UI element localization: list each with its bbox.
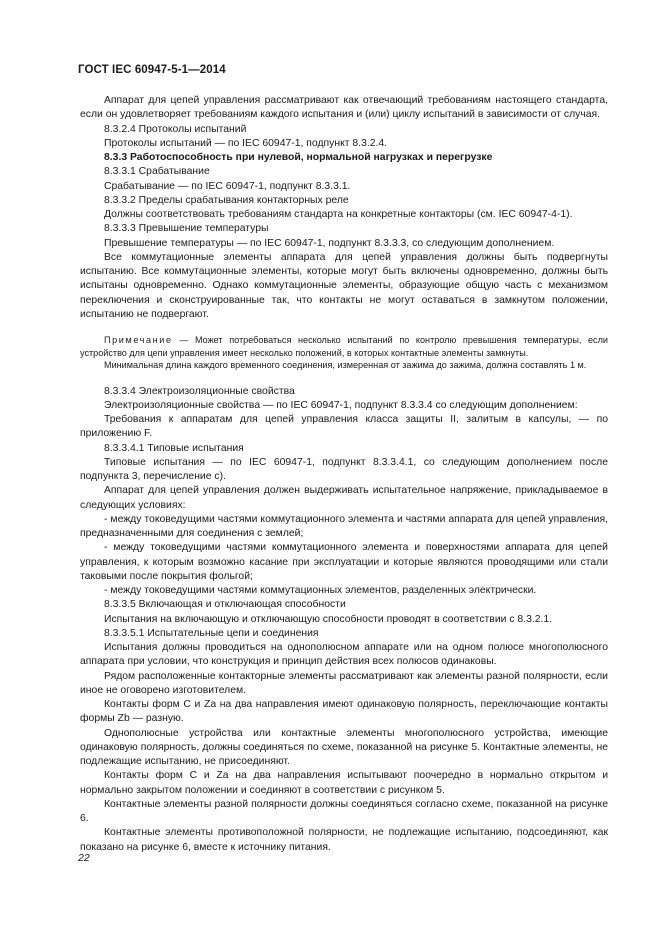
- paragraph: Контактные элементы разной полярности должны соединяться согласно схеме, показанной на рисунке 6.: [80, 798, 608, 824]
- paragraph: Должны соответствовать требованиям стандарта на конкретные контакторы (см. IEC 60947-4-1).: [104, 209, 573, 220]
- paragraph: Все коммутационные элементы аппарата для цепей управления должны быть подвергнуты испытанию. Все коммутационные элементы, которые могут быть включены одновременно, должны быть испытаны одновременно. Однако коммутационные элементы, образующие общую часть с механизмом переключения и сконструированные так, что контакты не могут оставаться в замкнутом положении, испытанию не подвергают.: [80, 251, 608, 320]
- note-text: Минимальная длина каждого временного соединения, измеренная от зажима до зажима, должна составлять 1 м.: [104, 360, 587, 370]
- paragraph: Контакты форм С и Za на два направления испытывают поочередно в нормально открытом и нормально закрытом положении и соединяют в соответствии с рисунком 5.: [80, 770, 608, 796]
- section-heading: 8.3.3.3 Превышение температуры: [104, 223, 269, 235]
- section-heading: 8.3.3.1 Срабатывание: [104, 166, 210, 178]
- paragraph: Испытания на включающую и отключающую способности проводят в соответствии с 8.3.2.1.: [104, 613, 553, 625]
- paragraph: Требования к аппаратам для цепей управления класса защиты II, залитым в капсулы, — по приложению F.: [80, 414, 608, 440]
- section-heading: 8.3.3 Работоспособность при нулевой, нормальной нагрузках и перегрузке: [104, 152, 493, 163]
- paragraph: Испытания должны проводиться на однополюсном аппарате или на одном полюсе многополюсного аппарата при условии, что конструкция и принцип действия всех полюсов одинаковы.: [80, 642, 608, 668]
- note-text: — Может потребоваться несколько испытаний по контролю превышения температуры, если устройство для цепи управления имеет несколько положений, в которых контактные элементы замкнуты.: [80, 335, 608, 358]
- document-header: ГОСТ IEC 60947-5-1—2014: [78, 64, 226, 76]
- paragraph: Аппарат для цепей управления рассматривают как отвечающий требованиям настоящего стандарта, если он удовлетворяет требованиям каждого испытания и (или) циклу испытаний в зависимости от случая.: [80, 95, 608, 121]
- paragraph: Контактные элементы противоположной полярности, не подлежащие испытанию, подсоединяют, как показано на рисунке 6, вместе к источнику питания.: [80, 827, 608, 853]
- note-label: Примечание: [104, 335, 173, 345]
- list-item: - между токоведущими частями коммутационного элемента и поверхностями аппарата для цепей управления, к которым возможно касание при эксплуатации и которые являются проводящими или стали таковыми после покрытия фольгой;: [80, 542, 608, 582]
- paragraph: Электроизоляционные свойства — по IEC 60947-1, подпункт 8.3.3.4 со следующим дополнением:: [104, 399, 578, 411]
- section-heading: 8.3.3.2 Пределы срабатывания контакторных реле: [104, 194, 349, 206]
- paragraph: Протоколы испытаний — по IEC 60947-1, подпункт 8.3.2.4.: [104, 137, 388, 149]
- paragraph: Срабатывание — по IEC 60947-1, подпункт 8.3.3.1.: [104, 180, 351, 192]
- page-number: 22: [78, 852, 90, 864]
- note: [80, 334, 608, 372]
- paragraph: Типовые испытания — по IEC 60947-1, подпункт 8.3.3.4.1, со следующим дополнением после подпункта 3, перечисление с).: [80, 456, 608, 482]
- list-item: - между токоведущими частями коммутационных элементов, разделенных электрически.: [104, 585, 537, 596]
- section-heading: 8.3.2.4 Протоколы испытаний: [104, 123, 247, 135]
- document-body: [80, 94, 608, 855]
- section-heading: 8.3.3.5.1 Испытательные цепи и соединения: [104, 627, 319, 639]
- paragraph: Рядом расположенные контакторные элементы рассматривают как элементы разной полярности, если иное не оговорено изготовителем.: [80, 670, 608, 696]
- section-heading: 8.3.3.4.1 Типовые испытания: [104, 442, 244, 454]
- paragraph: Однополюсные устройства или контактные элементы многополюсного устройства, имеющие одинаковую полярность, должны соединяться по схеме, показанной на рисунке 5. Контактные элементы, не подлежащие испытанию, не присоединяют.: [80, 727, 608, 767]
- paragraph: Аппарат для цепей управления должен выдерживать испытательное напряжение, прикладываемое в следующих условиях:: [80, 485, 608, 511]
- section-heading: 8.3.3.4 Электроизоляционные свойства: [104, 385, 295, 397]
- list-item: - между токоведущими частями коммутационного элемента и частями аппарата для цепей управления, предназначенными для соединения с землей;: [80, 513, 608, 539]
- paragraph: Превышение температуры — по IEC 60947-1, подпункт 8.3.3.3, со следующим дополнением.: [104, 237, 555, 249]
- section-heading: 8.3.3.5 Включающая и отключающая способности: [104, 599, 346, 611]
- paragraph: Контакты форм С и Za на два направления имеют одинаковую полярность, переключающие контакты формы Zb — разную.: [80, 699, 608, 725]
